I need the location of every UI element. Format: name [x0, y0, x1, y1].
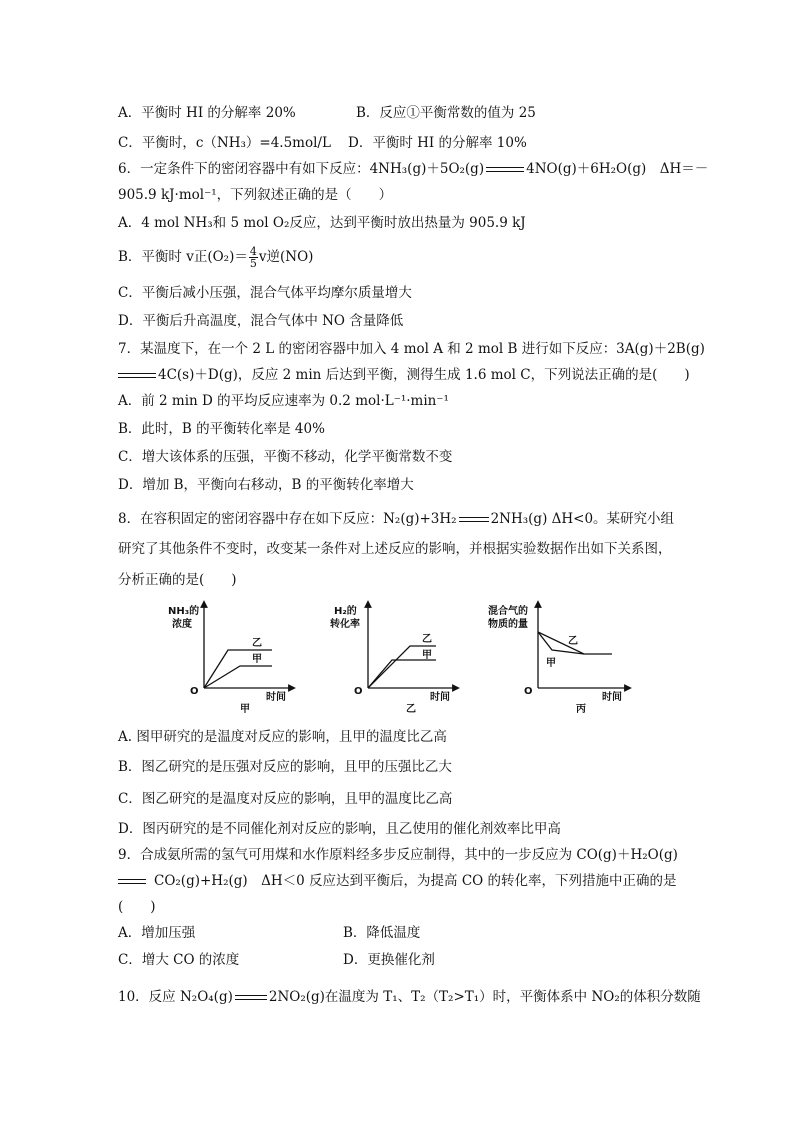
graph-yi-curve-jia [368, 660, 436, 688]
graph-bing-label-jia: 甲 [546, 658, 556, 669]
graph-yi-origin: O [354, 686, 363, 697]
q7-stem-line2 [118, 366, 690, 384]
q6-option-b [118, 246, 313, 269]
q8-stem-line3: 分析正确的是( ) [118, 572, 237, 588]
fraction [249, 246, 258, 269]
graph-jia-ylabel1: NH₃的 [168, 606, 200, 617]
q6-option-a: A．4 mol NH₃和 5 mol O₂反应，达到平衡时放出热量为 905.9 kJ [118, 215, 526, 231]
q10-stem-part2: 2NO₂(g)在温度为 T₁、T₂（T₂>T₁）时，平衡体系中 NO₂的体积分数随 [268, 989, 701, 1005]
graph-bing-ylabel2: 物质的量 [488, 619, 528, 630]
graph-jia-caption: 甲 [240, 704, 250, 715]
q9-option-a: A．增加压强 [118, 925, 196, 941]
q6-option-b-prefix: B．平衡时 v正(O₂)＝ [118, 249, 248, 265]
q10-stem-part1: 10．反应 N₂O₄(g) [118, 989, 233, 1005]
q7-stem-line1: 7．某温度下，在一个 2 L 的密闭容器中加入 4 mol A 和 2 mol B 进行如下反应：3A(g)＋2B(g) [118, 341, 705, 357]
q9-option-c: C．增大 CO 的浓度 [118, 952, 240, 968]
fraction-denominator: 5 [249, 257, 257, 270]
q7-option-d: D．增加 B，平衡向右移动，B 的平衡转化率增大 [118, 477, 414, 493]
q8-stem-line1 [118, 510, 674, 528]
q7-option-c: C．增大该体系的压强，平衡不移动，化学平衡常数不变 [118, 449, 453, 465]
equilibrium-arrow-icon [459, 515, 489, 525]
q9-option-d: D．更换催化剂 [343, 952, 435, 968]
q8-option-b: B．图乙研究的是压强对反应的影响，且甲的压强比乙大 [118, 759, 452, 775]
graph-bing-label-yi: 乙 [568, 636, 578, 647]
graph-yi-caption: 乙 [406, 704, 416, 715]
graph-jia-xlabel: 时间 [266, 692, 286, 703]
q6-option-b-suffix: v逆(NO) [258, 249, 314, 265]
q8-stem-part2: 2NH₃(g) ΔH<0。某研究小组 [490, 511, 675, 527]
graph-jia [160, 600, 300, 715]
equilibrium-arrow-icon [118, 877, 146, 887]
q8-option-c: C．图乙研究的是温度对反应的影响，且甲的温度比乙高 [118, 791, 453, 807]
q10-stem-line1 [118, 988, 701, 1006]
q9-stem-line1: 9．合成氨所需的氢气可用煤和水作原料经多步反应制得，其中的一步反应为 CO(g)＋H₂O(g) [118, 847, 678, 863]
q8-option-a: A. 图甲研究的是温度对反应的影响，且甲的温度比乙高 [118, 729, 447, 745]
graph-bing-xlabel: 时间 [602, 692, 622, 703]
equilibrium-arrow-icon [486, 165, 524, 175]
graph-yi-ylabel1: H₂的 [334, 606, 357, 617]
graph-bing [486, 600, 636, 715]
graph-yi-xlabel: 时间 [430, 692, 450, 703]
graph-bing-caption: 丙 [576, 704, 586, 715]
q5-option-b: B．反应①平衡常数的值为 25 [356, 105, 536, 121]
graph-jia-label-jia: 甲 [252, 654, 262, 665]
q7-option-b: B．此时，B 的平衡转化率是 40% [118, 421, 325, 437]
q6-stem-part2: 4NO(g)＋6H₂O(g) ΔH＝－ [526, 161, 709, 177]
graph-yi [324, 600, 464, 715]
q7-stem-line2-text: 4C(s)＋D(g)，反应 2 min 后达到平衡，测得生成 1.6 mol C，下列说法正确的是( ) [158, 367, 690, 383]
graph-jia-label-yi: 乙 [252, 638, 262, 649]
fraction-numerator: 4 [249, 245, 257, 258]
q6-option-d: D．平衡后升高温度，混合气体中 NO 含量降低 [118, 313, 404, 329]
q9-stem-line2 [118, 872, 677, 890]
graph-yi-label-yi: 乙 [422, 634, 432, 645]
graph-bing-origin: O [524, 686, 533, 697]
q8-stem-part1: 8．在容积固定的密闭容器中存在如下反应：N₂(g)+3H₂ [118, 511, 457, 527]
q5-option-c: C．平衡时，c（NH₃）=4.5mol/L [118, 135, 331, 151]
graph-bing-ylabel1: 混合气的 [488, 606, 528, 617]
q9-stem-line2-text: CO₂(g)+H₂(g) ΔH＜0 反应达到平衡后，为提高 CO 的转化率，下列措施中正确的是 [154, 873, 677, 889]
q9-stem-line3: ( ) [118, 899, 156, 915]
q6-option-c: C．平衡后减小压强，混合气体平均摩尔质量增大 [118, 285, 412, 301]
q5-option-d: D．平衡时 HI 的分解率 10% [348, 135, 527, 151]
q7-option-a: A．前 2 min D 的平均反应速率为 0.2 mol·L⁻¹·min⁻¹ [118, 393, 449, 409]
q6-stem-part1: 6．一定条件下的密闭容器中有如下反应：4NH₃(g)＋5O₂(g) [118, 161, 485, 177]
q8-option-d: D．图丙研究的是不同催化剂对反应的影响，且乙使用的催化剂效率比甲高 [118, 821, 561, 837]
equilibrium-arrow-icon [235, 993, 267, 1003]
graph-jia-origin: O [190, 686, 199, 697]
graph-jia-curve-jia [204, 666, 272, 688]
equilibrium-arrow-icon [118, 371, 156, 381]
q6-stem-line1 [118, 160, 708, 178]
q9-option-b: B．降低温度 [343, 925, 421, 941]
q5-option-a: A．平衡时 HI 的分解率 20% [118, 105, 296, 121]
q8-stem-line2: 研究了其他条件不变时，改变某一条件对上述反应的影响，并根据实验数据作出如下关系图， [118, 541, 672, 557]
graph-yi-ylabel2: 转化率 [330, 619, 360, 630]
graph-jia-ylabel2: 浓度 [172, 619, 192, 630]
q6-stem-line2: 905.9 kJ·mol⁻¹，下列叙述正确的是（ ） [118, 187, 393, 203]
graph-yi-label-jia: 甲 [422, 650, 432, 661]
